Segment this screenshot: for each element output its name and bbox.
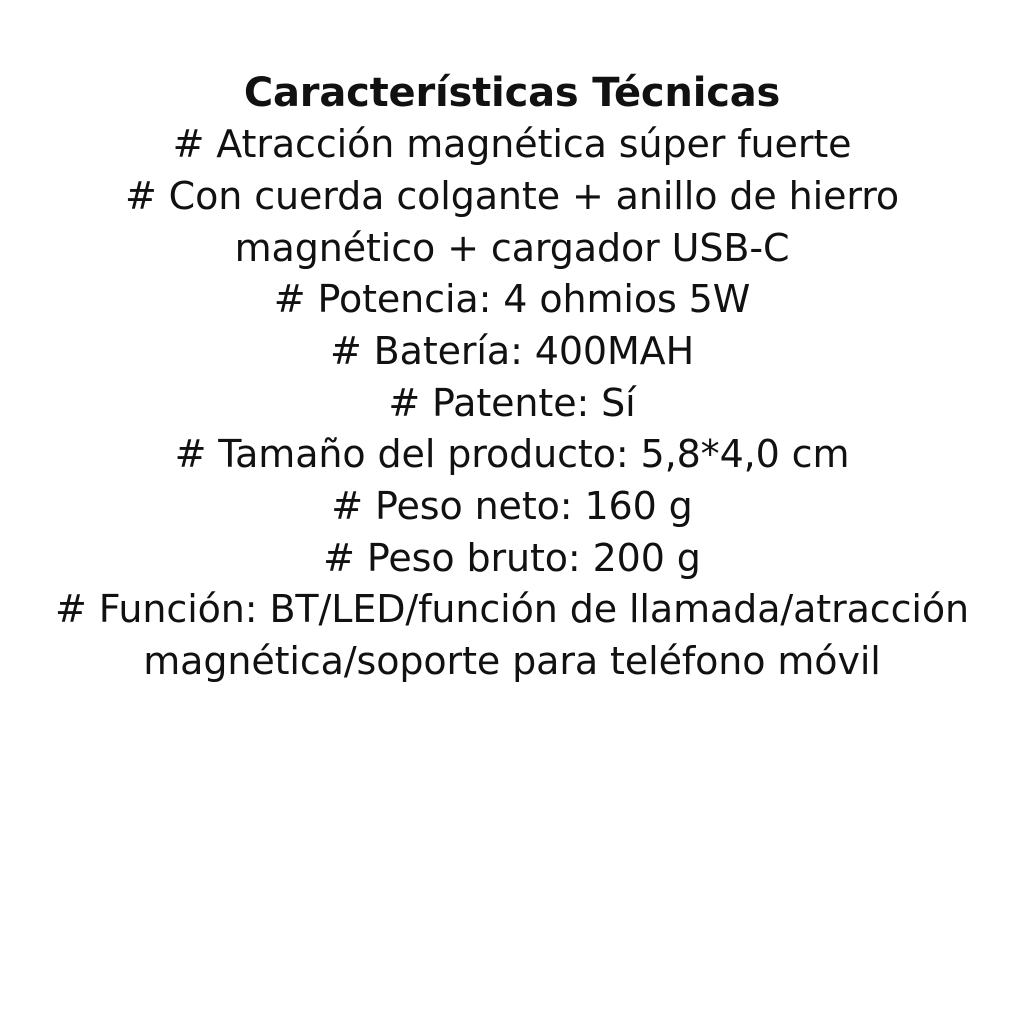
spec-line: # Patente: Sí xyxy=(388,380,636,425)
spec-line: # Potencia: 4 ohmios 5W xyxy=(273,277,751,322)
specification-list xyxy=(40,119,984,687)
page-title: Características Técnicas xyxy=(243,70,781,116)
spec-line: # Con cuerda colgante + anillo de hierro magnético + cargador USB-C xyxy=(124,173,900,270)
spec-line: # Atracción magnética súper fuerte xyxy=(172,122,852,167)
spec-line: # Función: BT/LED/función de llamada/atracción magnética/soporte para teléfono móvil xyxy=(55,587,969,683)
spec-line: # Peso neto: 160 g xyxy=(331,483,693,528)
spec-line: # Tamaño del producto: 5,8*4,0 cm xyxy=(174,432,850,477)
spec-line: # Batería: 400MAH xyxy=(329,328,695,373)
spec-line: # Peso bruto: 200 g xyxy=(323,535,701,580)
